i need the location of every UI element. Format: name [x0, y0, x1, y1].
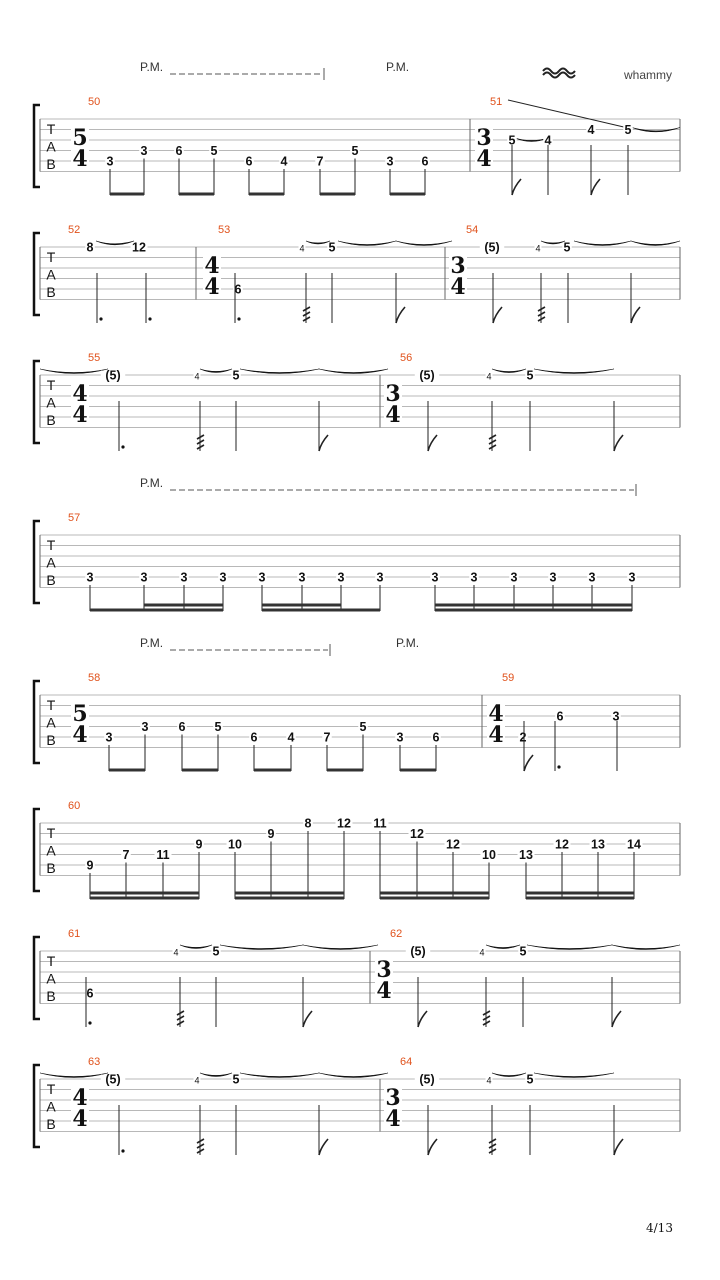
tab-clef-letter: T: [46, 377, 56, 393]
tie-slur: [574, 241, 631, 246]
fret-number: 6: [175, 144, 183, 158]
note-beam: [235, 892, 344, 895]
time-signature-bottom: 4: [72, 1106, 88, 1132]
time-signature-top: 3: [476, 125, 492, 151]
time-signature-top: 4: [204, 253, 220, 279]
note-beam: [435, 604, 632, 607]
time-signature-bottom: 4: [385, 1106, 401, 1132]
tie-slur: [486, 945, 520, 949]
tab-clef-letter: B: [46, 572, 56, 588]
system-bracket: [34, 233, 40, 315]
measure-number: 63: [88, 1056, 101, 1068]
fret-number: 4: [587, 123, 595, 137]
note-beam: [526, 892, 634, 895]
fret-number: (5): [105, 1072, 121, 1087]
time-signature-top: 3: [385, 1085, 401, 1111]
note-flag: [319, 435, 328, 451]
tie-slur: [220, 945, 303, 950]
note-flag: [428, 1139, 437, 1155]
fret-number: 6: [86, 986, 94, 1001]
note-flag: [428, 435, 437, 451]
fret-number: 5: [351, 144, 359, 158]
system-bracket: [34, 681, 40, 763]
fret-number: (5): [410, 944, 426, 959]
fret-number: 9: [267, 827, 275, 841]
tab-clef-letter: A: [46, 714, 56, 731]
measure-number: 55: [88, 352, 101, 364]
note-beam: [380, 897, 489, 900]
fret-number: 14: [627, 837, 641, 852]
tab-clef-letter: B: [46, 860, 56, 876]
tab-clef-letter: T: [46, 537, 56, 553]
tie-slur: [319, 369, 388, 374]
system-bracket: [34, 521, 40, 603]
note-beam: [262, 609, 380, 612]
duration-dot: [121, 445, 124, 448]
measure-number: 58: [88, 672, 101, 684]
grace-fret-number: 4: [479, 947, 485, 958]
fret-number: 5: [210, 144, 218, 158]
note-beam: [390, 193, 425, 196]
palm-mute-label: P.M.: [140, 636, 164, 650]
fret-number: 3: [337, 570, 345, 585]
fret-number: 12: [410, 827, 424, 841]
grace-fret-number: 4: [173, 947, 179, 958]
fret-number: 5: [214, 720, 222, 734]
fret-number: 12: [446, 837, 460, 852]
measure-number: 59: [502, 672, 515, 684]
fret-number: 3: [258, 570, 266, 585]
time-signature-top: 3: [450, 253, 466, 279]
fret-number: 10: [482, 848, 496, 862]
tie-slur: [338, 241, 396, 246]
tab-clef-letter: T: [46, 1081, 56, 1097]
tie-slur: [612, 945, 680, 950]
fret-number: 3: [105, 730, 113, 745]
fret-number: 3: [141, 720, 149, 734]
palm-mute-label: P.M.: [140, 60, 164, 74]
note-flag: [524, 755, 533, 771]
measure-number: 60: [68, 800, 81, 812]
note-beam: [90, 609, 223, 612]
fret-number: 8: [304, 816, 312, 831]
tab-clef-letter: T: [46, 825, 56, 841]
time-signature-top: 4: [72, 1085, 88, 1111]
fret-number: 12: [132, 240, 146, 255]
tie-slur: [303, 945, 378, 950]
tie-slur: [492, 1073, 526, 1077]
tab-clef-letter: B: [46, 284, 56, 300]
fret-number: 9: [86, 858, 94, 873]
tie-slur: [200, 1073, 232, 1076]
fret-number: (5): [419, 1072, 435, 1087]
grace-fret-number: 4: [194, 1075, 200, 1086]
tab-clef-letter: A: [46, 266, 56, 283]
tie-slur: [396, 241, 452, 246]
tie-slur: [240, 1073, 319, 1078]
tab-clef-letter: B: [46, 732, 56, 748]
note-beam: [235, 897, 344, 900]
note-flag: [614, 435, 623, 451]
tie-slur: [96, 241, 134, 245]
note-flag: [612, 1011, 621, 1027]
tab-clef-letter: B: [46, 412, 56, 428]
fret-number: 12: [337, 816, 351, 831]
tie-slur: [240, 369, 319, 374]
tie-slur: [631, 241, 680, 245]
measure-number: 53: [218, 224, 231, 236]
grace-fret-number: 4: [486, 1075, 492, 1086]
note-flag: [631, 307, 640, 323]
note-beam: [179, 193, 214, 196]
fret-number: 3: [140, 144, 148, 158]
page-number: 4/13: [646, 1221, 673, 1235]
time-signature-bottom: 4: [72, 402, 88, 428]
duration-dot: [557, 765, 560, 768]
note-beam: [110, 193, 144, 196]
note-beam: [262, 604, 341, 607]
fret-number: 5: [359, 720, 367, 734]
time-signature-bottom: 4: [376, 978, 392, 1004]
note-beam: [144, 604, 223, 607]
time-signature-bottom: 4: [72, 722, 88, 748]
time-signature-bottom: 4: [488, 722, 504, 748]
tab-clef-letter: A: [46, 138, 56, 155]
tab-clef-letter: A: [46, 394, 56, 411]
fret-number: 3: [219, 570, 227, 585]
tab-clef-letter: A: [46, 842, 56, 859]
measure-number: 50: [88, 96, 101, 108]
note-beam: [327, 769, 363, 772]
time-signature-bottom: 4: [72, 146, 88, 172]
measure-number: 56: [400, 352, 413, 364]
note-beam: [526, 897, 634, 900]
fret-number: 5: [563, 240, 571, 255]
time-signature-top: 5: [72, 701, 88, 727]
system-bracket: [34, 809, 40, 891]
palm-mute-label: P.M.: [396, 636, 420, 650]
note-beam: [320, 193, 355, 196]
fret-number: 5: [212, 944, 220, 959]
fret-number: 4: [544, 133, 552, 148]
tie-slur: [40, 1073, 108, 1078]
system-bracket: [34, 937, 40, 1019]
fret-number: 5: [519, 944, 527, 959]
fret-number: 3: [298, 570, 306, 585]
fret-number: 3: [180, 570, 188, 585]
tab-clef-letter: A: [46, 554, 56, 571]
palm-mute-label: P.M.: [386, 60, 410, 74]
grace-fret-number: 4: [535, 243, 541, 254]
tab-clef-letter: B: [46, 1116, 56, 1132]
note-flag: [418, 1011, 427, 1027]
fret-number: 3: [431, 570, 439, 585]
tab-clef-letter: A: [46, 970, 56, 987]
fret-number: 3: [106, 154, 114, 169]
time-signature-top: 3: [385, 381, 401, 407]
fret-number: 3: [628, 570, 636, 585]
fret-number: 3: [549, 570, 557, 585]
fret-number: 5: [526, 368, 534, 383]
fret-number: 3: [140, 570, 148, 585]
tie-slur: [541, 241, 565, 244]
note-flag: [591, 179, 600, 195]
fret-number: 6: [178, 720, 186, 734]
measure-number: 52: [68, 224, 81, 236]
fret-number: 8: [86, 240, 94, 255]
fret-number: 6: [421, 154, 429, 169]
fret-number: 3: [510, 570, 518, 585]
measure-number: 57: [68, 512, 81, 524]
time-signature-bottom: 4: [476, 146, 492, 172]
fret-number: 12: [555, 837, 569, 852]
fret-number: 3: [376, 570, 384, 585]
grace-fret-number: 4: [194, 371, 200, 382]
time-signature-bottom: 4: [204, 274, 220, 300]
measure-number: 62: [390, 928, 403, 940]
fret-number: 4: [287, 730, 295, 745]
fret-number: 7: [316, 154, 324, 169]
tab-clef-letter: T: [46, 697, 56, 713]
tab-clef-letter: B: [46, 156, 56, 172]
bend-line: [508, 100, 628, 128]
note-flag: [319, 1139, 328, 1155]
tab-clef-letter: T: [46, 953, 56, 969]
fret-number: 6: [234, 282, 242, 297]
grace-fret-number: 4: [299, 243, 305, 254]
time-signature-top: 3: [376, 957, 392, 983]
note-flag: [512, 179, 521, 195]
fret-number: 3: [386, 154, 394, 169]
tie-slur: [40, 369, 108, 374]
system-bracket: [34, 361, 40, 443]
fret-number: 6: [245, 154, 253, 169]
fret-number: 9: [195, 837, 203, 852]
time-signature-top: 4: [72, 381, 88, 407]
fret-number: 3: [612, 709, 620, 724]
measure-number: 51: [490, 96, 503, 108]
fret-number: 11: [373, 816, 387, 831]
fret-number: 7: [323, 730, 331, 745]
fret-number: 3: [396, 730, 404, 745]
time-signature-bottom: 4: [450, 274, 466, 300]
tab-clef-letter: A: [46, 1098, 56, 1115]
fret-number: 13: [591, 837, 605, 852]
note-beam: [254, 769, 291, 772]
note-beam: [182, 769, 218, 772]
fret-number: 3: [470, 570, 478, 585]
fret-number: 10: [228, 837, 242, 852]
fret-number: 5: [526, 1072, 534, 1087]
fret-number: (5): [419, 368, 435, 383]
measure-number: 54: [466, 224, 479, 236]
system-bracket: [34, 1065, 40, 1147]
tie-slur: [319, 1073, 388, 1078]
fret-number: 5: [232, 368, 240, 383]
duration-dot: [237, 317, 240, 320]
fret-number: 13: [519, 848, 533, 862]
system-bracket: [34, 105, 40, 187]
fret-number: 4: [280, 154, 288, 169]
fret-number: 6: [556, 709, 564, 724]
fret-number: (5): [105, 368, 121, 383]
fret-number: 5: [624, 123, 632, 137]
tie-slur: [534, 1073, 614, 1078]
time-signature-top: 5: [72, 125, 88, 151]
tab-clef-letter: T: [46, 121, 56, 137]
note-beam: [435, 609, 632, 612]
palm-mute-label: P.M.: [140, 476, 164, 490]
duration-dot: [88, 1021, 91, 1024]
note-beam: [90, 897, 199, 900]
duration-dot: [99, 317, 102, 320]
note-flag: [303, 1011, 312, 1027]
fret-number: 3: [588, 570, 596, 585]
tie-slur: [180, 945, 212, 948]
note-beam: [400, 769, 436, 772]
fret-number: (5): [484, 240, 500, 255]
fret-number: 5: [328, 240, 336, 255]
note-flag: [493, 307, 502, 323]
tab-clef-letter: T: [46, 249, 56, 265]
whammy-label: whammy: [624, 68, 673, 82]
tie-slur: [492, 369, 526, 373]
tie-slur: [306, 241, 330, 244]
fret-number: 6: [432, 730, 440, 745]
fret-number: 6: [250, 730, 258, 745]
note-flag: [396, 307, 405, 323]
time-signature-bottom: 4: [385, 402, 401, 428]
fret-number: 2: [519, 730, 527, 745]
note-beam: [380, 892, 489, 895]
fret-number: 5: [508, 133, 516, 148]
tie-slur: [200, 369, 232, 372]
measure-number: 61: [68, 928, 81, 940]
measure-number: 64: [400, 1056, 413, 1068]
duration-dot: [148, 317, 151, 320]
note-flag: [614, 1139, 623, 1155]
note-beam: [249, 193, 284, 196]
fret-number: 5: [232, 1072, 240, 1087]
tie-slur: [534, 369, 614, 374]
fret-number: 3: [86, 570, 94, 585]
fret-number: 7: [122, 848, 130, 862]
time-signature-top: 4: [488, 701, 504, 727]
note-beam: [90, 892, 199, 895]
duration-dot: [121, 1149, 124, 1152]
tie-slur: [527, 945, 612, 950]
grace-fret-number: 4: [486, 371, 492, 382]
fret-number: 11: [156, 848, 170, 862]
note-beam: [109, 769, 145, 772]
tab-clef-letter: B: [46, 988, 56, 1004]
